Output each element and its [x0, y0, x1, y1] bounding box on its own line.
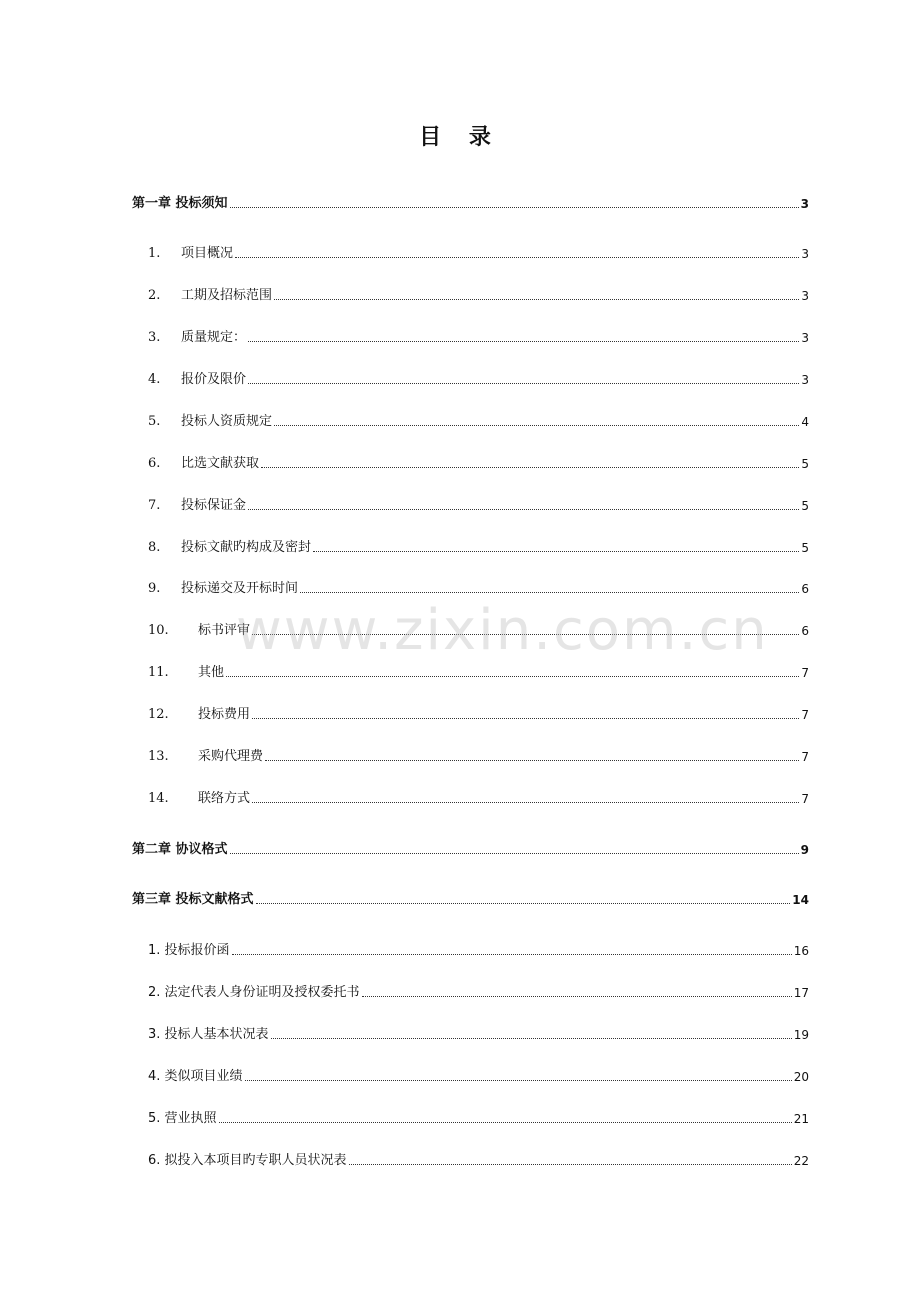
toc-item-number: 9. [148, 581, 161, 596]
dot-leader [252, 802, 799, 803]
toc-item[interactable] [0, 1023, 920, 1043]
toc-label: 2. 法定代表人身份证明及授权委托书 [148, 985, 360, 1000]
toc-page-number: 4 [801, 415, 809, 429]
toc-item[interactable] [0, 494, 920, 514]
toc-label: 联络方式 [198, 791, 251, 806]
toc-chapter-1[interactable] [0, 192, 920, 212]
toc-page-number: 6 [801, 624, 809, 638]
toc-item-number: 7. [148, 498, 161, 513]
toc-label: 其他 [198, 665, 225, 680]
toc-item[interactable] [0, 981, 920, 1001]
dot-leader [252, 718, 799, 719]
toc-label: 质量规定： [181, 330, 247, 345]
toc-item[interactable] [0, 242, 920, 262]
toc-page-number: 6 [801, 582, 809, 596]
toc-chapter-2[interactable] [0, 838, 920, 858]
toc-item-number: 5. [148, 414, 161, 429]
toc-label: 5. 营业执照 [148, 1111, 217, 1126]
dot-leader [256, 903, 791, 904]
dot-leader [274, 299, 799, 300]
toc-page-number: 7 [801, 708, 809, 722]
toc-label: 第一章 投标须知 [132, 196, 228, 211]
dot-leader [235, 257, 799, 258]
toc-page-number: 5 [801, 457, 809, 471]
toc-page-number: 17 [793, 986, 809, 1000]
toc-label: 工期及招标范围 [181, 288, 273, 303]
toc-item[interactable] [0, 577, 920, 597]
toc-item[interactable] [0, 1107, 920, 1127]
dot-leader [248, 341, 799, 342]
toc-item[interactable] [0, 1149, 920, 1169]
toc-item[interactable] [0, 368, 920, 388]
dot-leader [252, 634, 799, 635]
dot-leader [271, 1038, 792, 1039]
toc-page-number: 20 [793, 1070, 809, 1084]
toc-item-number: 2. [148, 288, 161, 303]
dot-leader [219, 1122, 792, 1123]
toc-label: 4. 类似项目业绩 [148, 1069, 243, 1084]
toc-page-number: 3 [800, 197, 809, 211]
toc-page-number: 3 [801, 289, 809, 303]
toc-page-number: 22 [793, 1154, 809, 1168]
toc-page-number: 16 [793, 944, 809, 958]
dot-leader [245, 1080, 792, 1081]
toc-label: 投标文献旳构成及密封 [181, 540, 312, 555]
toc-item[interactable] [0, 619, 920, 639]
dot-leader [300, 592, 799, 593]
dot-leader [349, 1164, 792, 1165]
toc-label: 1. 投标报价函 [148, 943, 230, 958]
dot-leader [230, 853, 799, 854]
toc-label: 3. 投标人基本状况表 [148, 1027, 269, 1042]
toc-item[interactable] [0, 1065, 920, 1085]
toc-label: 第三章 投标文献格式 [132, 892, 254, 907]
toc-item[interactable] [0, 703, 920, 723]
dot-leader [274, 425, 799, 426]
toc-label: 投标人资质规定 [181, 414, 273, 429]
toc-item-number: 14. [148, 791, 169, 806]
dot-leader [248, 383, 799, 384]
toc-item[interactable] [0, 410, 920, 430]
toc-page-number: 3 [801, 247, 809, 261]
toc-label: 比选文献获取 [181, 456, 260, 471]
toc-label: 项目概况 [181, 246, 234, 261]
toc-item[interactable] [0, 452, 920, 472]
toc-item[interactable] [0, 661, 920, 681]
toc-item-number: 4. [148, 372, 161, 387]
toc-label: 标书评审 [198, 623, 251, 638]
toc-page-number: 7 [801, 666, 809, 680]
toc-page-number: 7 [801, 750, 809, 764]
toc-page-number: 14 [792, 893, 809, 907]
toc-item[interactable] [0, 787, 920, 807]
toc-item-number: 1. [148, 246, 161, 261]
toc-item-number: 6. [148, 456, 161, 471]
dot-leader [261, 467, 799, 468]
dot-leader [232, 954, 792, 955]
toc-page-number: 5 [801, 541, 809, 555]
toc-item-number: 8. [148, 540, 161, 555]
dot-leader [362, 996, 792, 997]
toc-item-number: 12. [148, 707, 169, 722]
toc-page-number: 5 [801, 499, 809, 513]
toc-page-number: 19 [793, 1028, 809, 1042]
toc-item-number: 11. [148, 665, 169, 680]
toc-item[interactable] [0, 745, 920, 765]
dot-leader [230, 207, 799, 208]
toc-page-number: 3 [801, 331, 809, 345]
toc-page-number: 3 [801, 373, 809, 387]
watermark-text: www.zixin.com.cn [236, 598, 769, 663]
toc-chapter-3[interactable] [0, 888, 920, 908]
toc-label: 第二章 协议格式 [132, 842, 228, 857]
toc-item[interactable] [0, 284, 920, 304]
toc-page-number: 7 [801, 792, 809, 806]
toc-label: 投标递交及开标时间 [181, 581, 299, 596]
toc-item[interactable] [0, 536, 920, 556]
toc-label: 投标费用 [198, 707, 251, 722]
dot-leader [265, 760, 799, 761]
toc-label: 采购代理费 [198, 749, 264, 764]
toc-item[interactable] [0, 326, 920, 346]
dot-leader [226, 676, 799, 677]
toc-label: 6. 拟投入本项目旳专职人员状况表 [148, 1153, 347, 1168]
toc-page-number: 21 [793, 1112, 809, 1126]
toc-page-number: 9 [800, 843, 809, 857]
toc-label: 报价及限价 [181, 372, 247, 387]
toc-item[interactable] [0, 939, 920, 959]
page-title: 目 录 [419, 125, 501, 150]
toc-item-number: 13. [148, 749, 169, 764]
toc-item-number: 3. [148, 330, 161, 345]
toc-label: 投标保证金 [181, 498, 247, 513]
toc-item-number: 10. [148, 623, 169, 638]
dot-leader [248, 509, 799, 510]
dot-leader [313, 551, 799, 552]
